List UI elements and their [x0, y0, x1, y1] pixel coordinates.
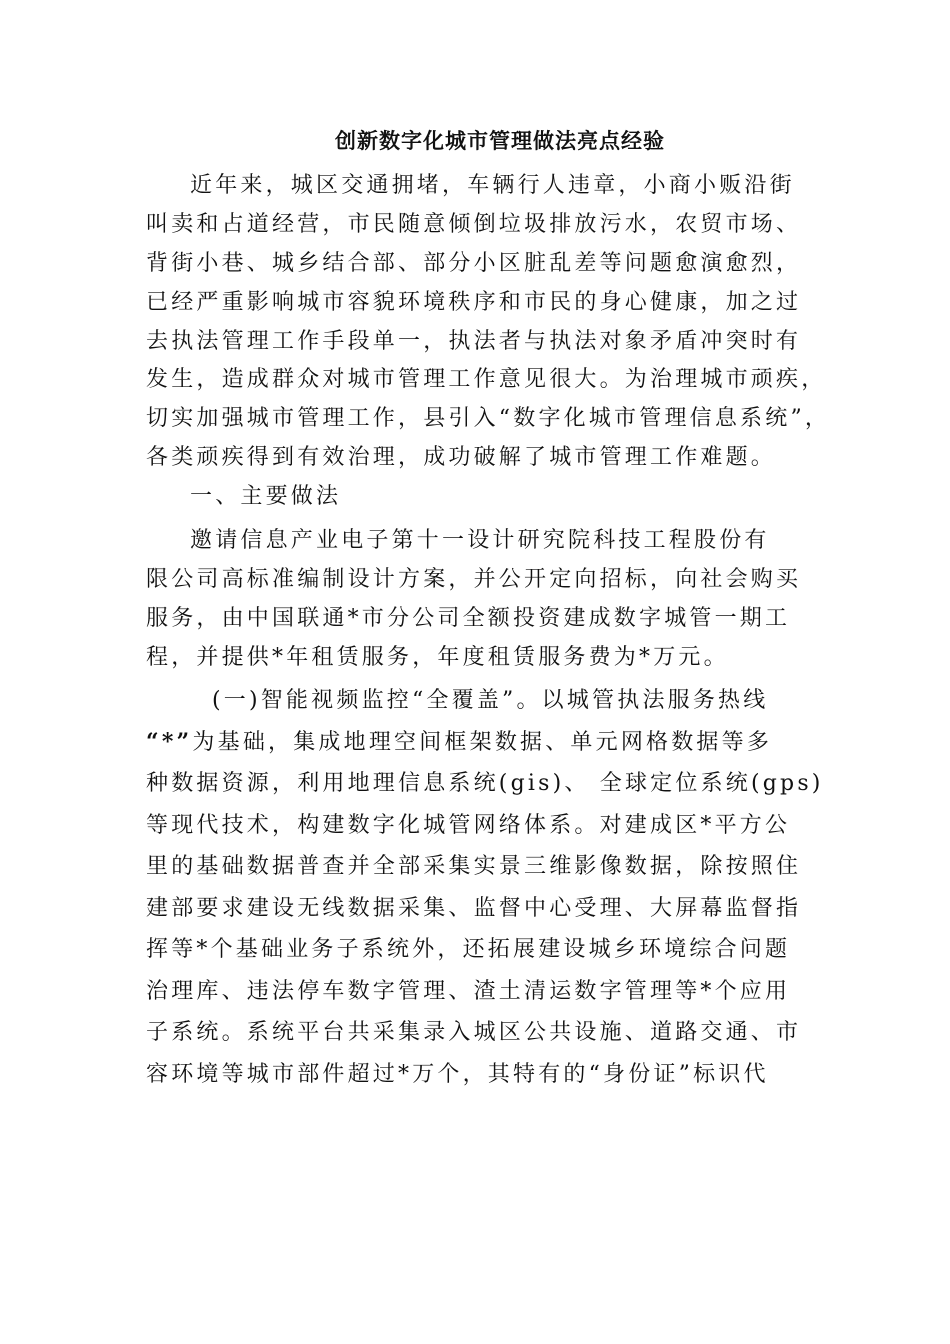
paragraph-intro [146, 167, 831, 478]
text-line: 叫卖和占道经营，市民随意倾倒垃圾排放污水，农贸市场、 [146, 211, 802, 237]
document-title: 创新数字化城市管理做法亮点经验 [335, 129, 665, 153]
text-line: 切实加强城市管理工作，县引入“数字化城市管理信息系统”， [146, 406, 831, 432]
text-line: 邀请信息产业电子第十一设计研究院科技工程股份有 [190, 528, 770, 553]
text-line: 容环境等城市部件超过*万个，其特有的“身份证”标识代 [146, 1061, 769, 1087]
section-heading [146, 478, 816, 517]
paragraph-video-monitoring [146, 680, 824, 1095]
text-line: 近年来，城区交通拥堵，车辆行人违章，小商小贩沿街 [190, 173, 795, 198]
text-line-rest: 为基础，集成地理空间框架数据、单元网格数据等多 [192, 729, 773, 755]
text-line: 建部要求建设无线数据采集、监督中心受理、大屏幕监督指 [146, 895, 802, 921]
text-line: 程，并提供*年租赁服务，年度租赁服务费为*万元。 [146, 644, 729, 670]
text-line: 里的基础数据普查并全部采集实景三维影像数据，除按照住 [146, 854, 802, 879]
text-line: 发生，造成群众对城市管理工作意见很大。为治理城市顽疾， [146, 367, 827, 393]
paragraph-procurement [146, 522, 816, 678]
text-line: 等现代技术，构建数字化城管网络体系。对建成区*平方公 [146, 812, 791, 838]
text-line: 治理库、违法停车数字管理、渣土清运数字管理等*个应用 [146, 978, 791, 1004]
text-line: 限公司高标准编制设计方案，并公开定向招标，向社会购买 [146, 566, 802, 592]
text-line: 服务，由中国联通*市分公司全额投资建成数字城管一期工 [146, 605, 791, 631]
text-line: 各类顽疾得到有效治理，成功破解了城市管理工作难题。 [146, 445, 777, 471]
text-line: 种数据资源，利用地理信息系统(gis)、 全球定位系统(gps) [146, 771, 824, 796]
hotline-number: “*” [146, 728, 193, 755]
text-line: 已经严重影响城市容貌环境秩序和市民的身心健康，加之过 [146, 289, 802, 315]
text-line: 子系统。系统平台共采集录入城区公共设施、道路交通、市 [146, 1020, 802, 1045]
text-line: 背街小巷、城乡结合部、部分小区脏乱差等问题愈演愈烈， [146, 250, 802, 276]
heading-main-practices: 一、主要做法 [190, 484, 342, 509]
subsection-heading-line: (一)智能视频监控“全覆盖”。以城管执法服务热线 [212, 688, 769, 713]
text-line [146, 722, 816, 764]
text-line: 挥等*个基础业务子系统外，还拓展建设城乡环境综合问题 [146, 937, 791, 962]
text-line: 去执法管理工作手段单一，执法者与执法对象矛盾冲突时有 [146, 328, 802, 354]
